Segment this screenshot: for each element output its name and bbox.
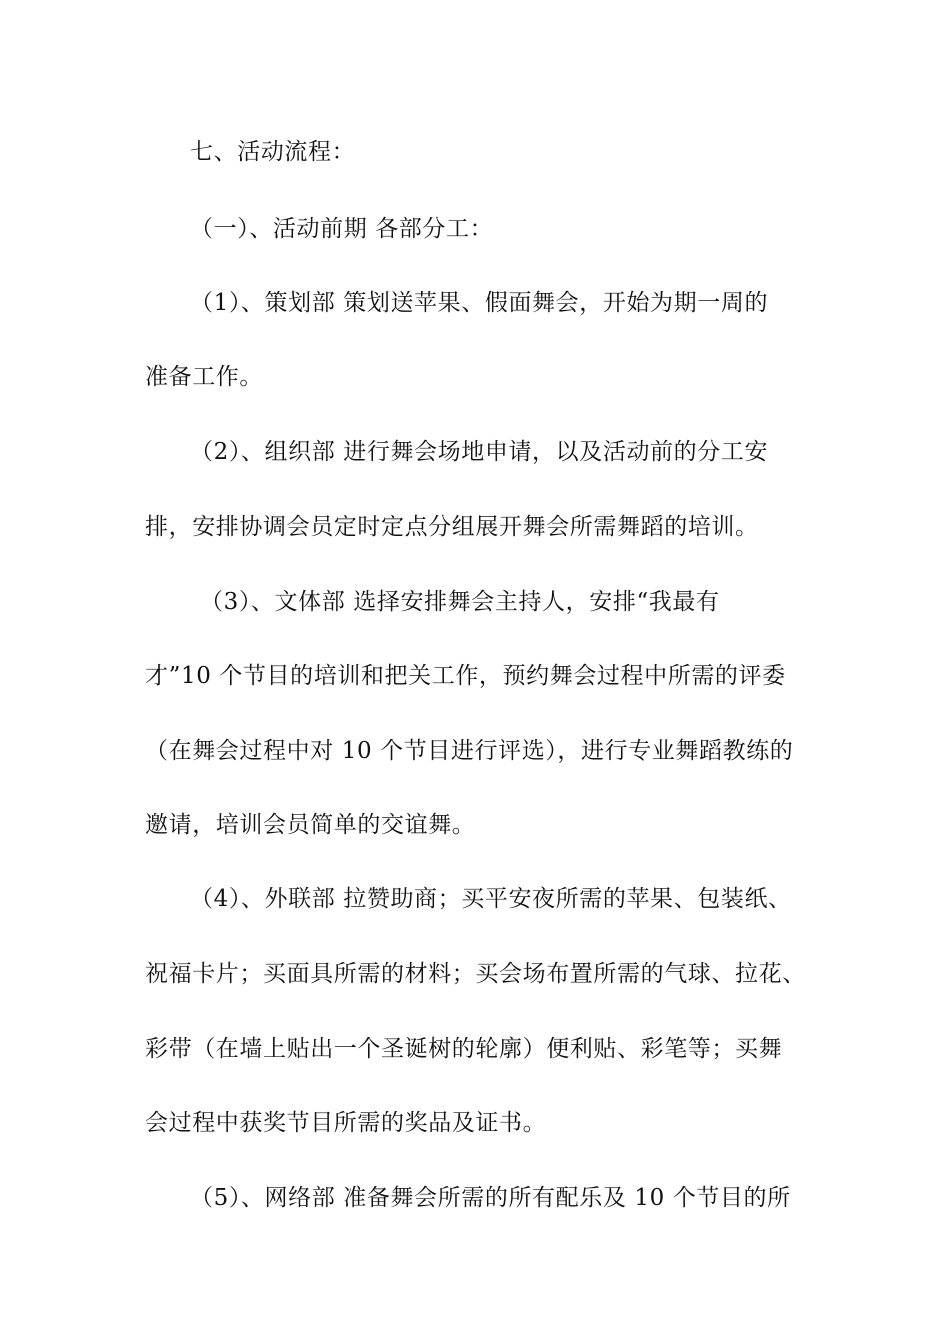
paragraph-line: 祝福卡片；买面具所需的材料；买会场布置所需的气球、拉花、 xyxy=(145,961,806,987)
paragraph-line: 彩带（在墙上贴出一个圣诞树的轮廓）便利贴、彩笔等；买舞 xyxy=(145,1036,783,1062)
paragraph-line: （5）、网络部 准备舞会所需的所有配乐及 10 个节目的所 xyxy=(190,1185,791,1211)
subsection-heading: （一）、活动前期 各部分工： xyxy=(190,216,494,242)
paragraph-line: 会过程中获奖节目所需的奖品及证书。 xyxy=(145,1110,547,1136)
paragraph-line: （1）、策划部 策划送苹果、假面舞会，开始为期一周的 xyxy=(190,290,769,316)
paragraph-line: （4）、外联部 拉赞助商；买平安夜所需的苹果、包装纸、 xyxy=(190,886,792,912)
paragraph-line: （在舞会过程中对 10 个节目进行评选），进行专业舞蹈教练的 xyxy=(145,738,794,764)
paragraph-line: （2）、组织部 进行舞会场地申请，以及活动前的分工安 xyxy=(190,439,769,465)
paragraph-line: 邀请，培训会员简单的交谊舞。 xyxy=(145,812,476,838)
paragraph-line: （3）、文体部 选择安排舞会主持人，安排“我最有 xyxy=(200,589,720,615)
paragraph-line: 排，安排协调会员定时定点分组展开舞会所需舞蹈的培训。 xyxy=(145,514,759,540)
section-heading: 七、活动流程： xyxy=(190,139,356,165)
paragraph-line: 准备工作。 xyxy=(145,364,263,390)
paragraph-line: 才”10 个节目的培训和把关工作，预约舞会过程中所需的评委 xyxy=(145,663,786,689)
